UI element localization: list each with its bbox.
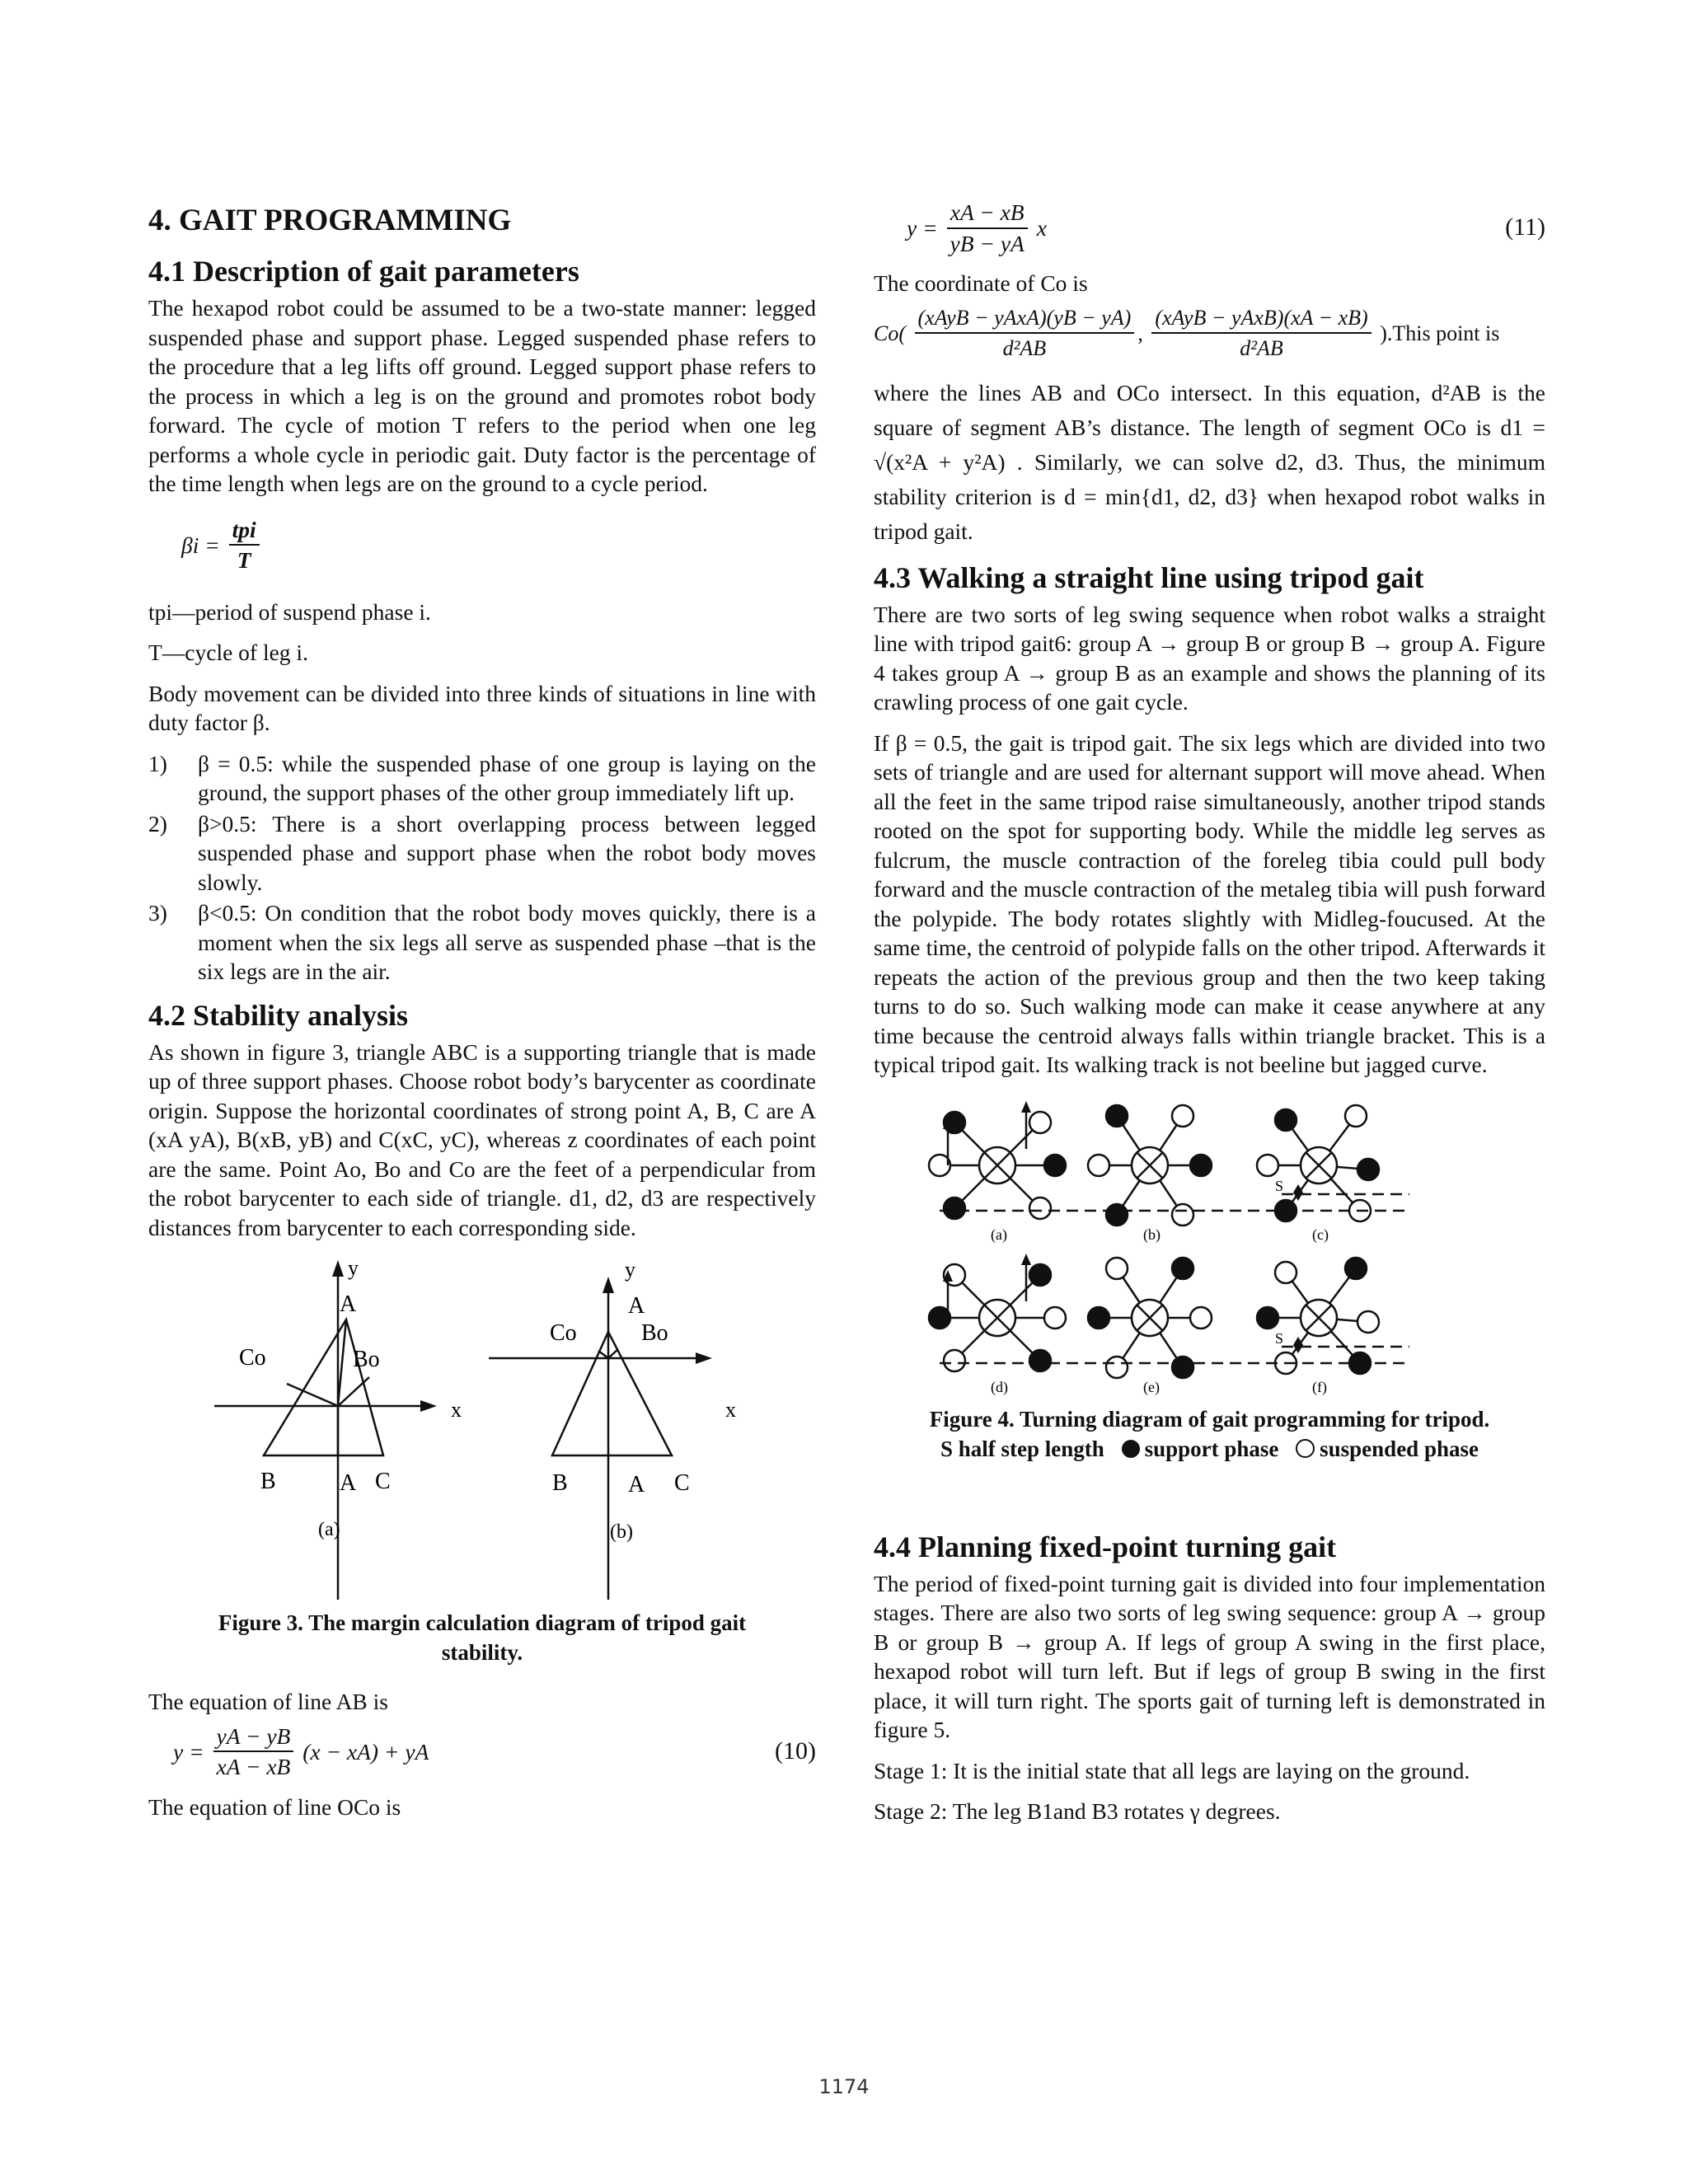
support-foot bbox=[1275, 1109, 1296, 1131]
perp-co-a bbox=[287, 1384, 338, 1406]
paragraph-coordinate-co: The coordinate of Co is bbox=[874, 270, 1088, 296]
label-Co-b: Co bbox=[550, 1320, 577, 1346]
half-step-label: S bbox=[1275, 1177, 1284, 1194]
case-item bbox=[148, 809, 816, 898]
support-foot bbox=[1172, 1357, 1193, 1378]
page-number: 1174 bbox=[818, 2075, 870, 2098]
suspended-foot bbox=[1172, 1204, 1193, 1226]
paragraph-tripod-gait: If β = 0.5, the gait is tripod gait. The six legs which are divided into two sets of triangle and are used for alternant support will move ahead. When all the feet in the same tripod raise simultaneously, another tripod stands rooted on the spot for supporting body. While the middle leg serves as fulcrum, the muscle contraction of the foreleg tibia could pull body forward and the muscle contraction of the metaleg tibia will push forward the polypide. The body rotates slightly with Midleg-foucused. At the same time, the centroid of polypide falls on the other tripod. Afterwards it repeats the action of the previous group and then the two keep taking turns to do so. Such walking mode can make it cease anywhere at any time because the centroid always falls within triangle bracket. This is a typical tripod gait. Its walking track is not beeline but jagged curve. bbox=[874, 729, 1545, 1077]
paragraph-stability: As shown in figure 3, triangle ABC is a supporting triangle that is made up of three support phases. Choose robot body’s barycenter as coordinate origin. Suppose the horizontal coordinates of strong point A, B, C are A (xA yA), B(xB, yB) and C(xC, yC), whereas z coordinates of each point are the same. Point Ao, Bo and Co are the feet of a perpendicular from the robot barycenter to each side of triangle. d1, d2, d3 are respectively distances from barycenter to each corresponding side. bbox=[148, 1038, 816, 1240]
label-B-b: B bbox=[552, 1470, 568, 1496]
subfigure-label: (f) bbox=[1312, 1378, 1327, 1395]
x-arrow-b bbox=[696, 1352, 712, 1364]
suspended-foot bbox=[1044, 1307, 1066, 1329]
case-number: 1) bbox=[148, 750, 167, 776]
equation-11 bbox=[874, 198, 1545, 264]
arrow-head bbox=[1021, 1101, 1031, 1113]
support-foot bbox=[1106, 1105, 1128, 1127]
subfigure-label: (a) bbox=[991, 1226, 1007, 1243]
suspended-phase-icon bbox=[1296, 1439, 1315, 1458]
paragraph-body-movement: Body movement can be divided into three kinds of situations in line with duty factor β. bbox=[148, 680, 816, 735]
co-eq-numerator-2: (xAyB − yAxB)(xA − xB) bbox=[1151, 303, 1371, 335]
subsection-heading-4-2: 4.2 Stability analysis bbox=[148, 998, 409, 1032]
case-number: 3) bbox=[148, 900, 167, 926]
equation-number-10: (10) bbox=[775, 1736, 816, 1765]
duty-factor-cases bbox=[148, 749, 816, 987]
case-text: β>0.5: There is a short overlapping process between legged suspended phase and support phase when the robot body moves slowly. bbox=[198, 810, 816, 895]
label-subfig-b: (b) bbox=[610, 1521, 633, 1543]
support-foot bbox=[1257, 1307, 1278, 1329]
suspended-foot bbox=[1345, 1105, 1367, 1127]
label-B-a: B bbox=[260, 1469, 276, 1494]
left-column bbox=[148, 191, 816, 1833]
suspended-foot bbox=[1190, 1307, 1212, 1329]
paragraph-stage-1: Stage 1: It is the initial state that all legs are laying on the ground. bbox=[874, 1757, 1470, 1783]
triangle-abc-a bbox=[264, 1319, 383, 1455]
subsection-heading-4-1: 4.1 Description of gait parameters bbox=[148, 255, 579, 288]
co-eq-prefix: Co( bbox=[874, 321, 906, 345]
equation-10 bbox=[148, 1722, 816, 1788]
support-foot bbox=[1357, 1159, 1379, 1180]
figure-4-caption-line2 bbox=[874, 1434, 1545, 1464]
label-Bo-b: Bo bbox=[641, 1320, 668, 1346]
label-A-top-b: A bbox=[628, 1293, 645, 1319]
co-eq-denominator-2: d²AB bbox=[1240, 336, 1283, 360]
beta-denominator: T bbox=[237, 547, 251, 573]
label-C-a: C bbox=[375, 1469, 391, 1494]
half-step-label: S bbox=[1275, 1329, 1284, 1347]
label-A-top-a: A bbox=[340, 1291, 357, 1317]
suspended-foot bbox=[1088, 1155, 1109, 1176]
suspended-foot bbox=[1106, 1258, 1128, 1279]
co-eq-suffix: ).This point is bbox=[1380, 321, 1500, 345]
perp-bo-a bbox=[338, 1377, 369, 1406]
eq11-numerator: xA − xB bbox=[947, 198, 1028, 229]
definition-tpi: tpi—period of suspend phase i. bbox=[148, 598, 431, 625]
support-foot bbox=[1044, 1155, 1066, 1176]
paragraph-stage-2: Stage 2: The leg B1and B3 rotates γ degrees. bbox=[874, 1798, 1281, 1824]
beta-equation bbox=[148, 515, 816, 589]
label-y-b: y bbox=[625, 1258, 635, 1282]
y-arrow-a bbox=[332, 1260, 344, 1277]
label-x-b: x bbox=[725, 1398, 736, 1422]
support-foot bbox=[1029, 1264, 1051, 1286]
caption-half-step: S half step length bbox=[940, 1436, 1104, 1461]
support-phase-icon bbox=[1122, 1440, 1140, 1458]
subfigure-label: (e) bbox=[1143, 1378, 1160, 1395]
eq10-numerator: yA − yB bbox=[213, 1722, 294, 1753]
suspended-foot bbox=[1029, 1197, 1051, 1219]
beta-lhs: βi = bbox=[181, 532, 220, 558]
caption-suspended-phase: suspended phase bbox=[1320, 1436, 1479, 1461]
co-eq-fraction-2 bbox=[1151, 303, 1371, 363]
support-foot bbox=[944, 1197, 965, 1219]
support-foot bbox=[1029, 1350, 1051, 1371]
figure-4 bbox=[874, 1091, 1545, 1396]
label-C-b: C bbox=[674, 1470, 690, 1496]
co-eq-denominator-1: d²AB bbox=[1002, 336, 1047, 360]
paragraph-line-ab: The equation of line AB is bbox=[148, 1689, 388, 1714]
eq10-denominator: xA − xB bbox=[216, 1754, 291, 1779]
support-foot bbox=[1190, 1155, 1212, 1176]
beta-numerator: tpi bbox=[229, 515, 260, 546]
support-foot bbox=[1088, 1307, 1109, 1329]
y-arrow-b bbox=[603, 1277, 614, 1293]
co-eq-fraction-1 bbox=[915, 303, 1135, 363]
subsection-heading-4-4: 4.4 Planning fixed-point turning gait bbox=[874, 1530, 1337, 1563]
eq11-rhs: x bbox=[1036, 214, 1047, 241]
label-A-bottom-a: A bbox=[340, 1470, 357, 1496]
suspended-foot bbox=[1257, 1155, 1278, 1176]
suspended-foot bbox=[1172, 1105, 1193, 1127]
support-foot bbox=[1345, 1258, 1367, 1279]
eq11-fraction bbox=[947, 198, 1028, 258]
suspended-foot bbox=[944, 1350, 965, 1371]
label-y-a: y bbox=[348, 1256, 359, 1280]
beta-fraction bbox=[229, 515, 260, 575]
eq10-fraction bbox=[213, 1722, 294, 1782]
paragraph-intersection: where the lines AB and OCo intersect. In this equation, d²AB is the square of segment AB’s distance. The length of segment OCo is d1 = √(x²A + y²A) . Similarly, we can solve d2, d3. Thus, the minimum stability criterion is d = min{d1, d2, d3} when hexapod robot walks in tripod gait. bbox=[874, 379, 1545, 544]
suspended-foot bbox=[1029, 1112, 1051, 1133]
definition-T: T—cycle of leg i. bbox=[148, 640, 308, 665]
support-foot bbox=[1106, 1204, 1128, 1226]
eq10-lhs: y = bbox=[173, 1738, 204, 1765]
perp-bo-b bbox=[608, 1349, 618, 1358]
co-coordinate-equation: Co( $\frac{\text{(xAyB − yAxA)(yB − yA)}}{\text{d²AB}}$ , $\frac{\text{(xAyB − yAxB)(xA − xB)}}{\text{d²AB}}$ ).This point is bbox=[874, 303, 1545, 371]
subfigure-a bbox=[214, 1270, 433, 1600]
suspended-foot bbox=[1106, 1357, 1128, 1378]
eq10-rhs: (x − xA) + yA bbox=[302, 1738, 429, 1765]
case-item bbox=[148, 749, 816, 808]
label-A-bottom-b: A bbox=[628, 1472, 645, 1497]
subfigure-label: (c) bbox=[1312, 1226, 1329, 1243]
suspended-foot bbox=[1275, 1262, 1296, 1283]
paragraph-swing-sequence: There are two sorts of leg swing sequence when robot walks a straight line with tripod gait6: group A → group B or group B → group A. Figure 4 takes group A → group B as an example and shows the planning of its crawling process of one gait cycle. bbox=[874, 601, 1545, 715]
eq11-lhs: y = bbox=[907, 214, 938, 241]
paragraph-gait-parameters: The hexapod robot could be assumed to be a two-state manner: legged suspended phase and support phase. Legged suspended phase refers to the procedure that a leg lifts off ground. Legged support phase refers to the process in which a leg is on the ground and promotes robot body forward. The cycle of motion T refers to the period when one leg performs a whole cycle in periodic gait. Duty factor is the percentage of the time length when legs are on the ground to a cycle period. bbox=[148, 295, 816, 496]
equation-number-11: (11) bbox=[1505, 213, 1545, 241]
subfigure-b bbox=[489, 1286, 709, 1600]
caption-support-phase: support phase bbox=[1144, 1436, 1279, 1461]
figure-3-diagram bbox=[148, 1254, 816, 1600]
subfigure-label: (d) bbox=[991, 1378, 1008, 1395]
label-subfig-a: (a) bbox=[318, 1519, 340, 1540]
perp-co-b bbox=[598, 1351, 608, 1358]
co-eq-numerator-1: (xAyB − yAxA)(yB − yA) bbox=[915, 303, 1135, 335]
figure-4-caption-line1: Figure 4. Turning diagram of gait programming for tripod. bbox=[929, 1406, 1490, 1432]
paragraph-fixed-point-turning: The period of fixed-point turning gait is divided into four implementation stages. There are also two sorts of leg swing sequence: group A → group B or group B → group A. If legs of group A swing in the first place, hexapod robot will turn left. But if legs of group B swing in the first place, it will turn right. The sports gait of turning left is demonstrated in figure 5. bbox=[874, 1570, 1545, 1742]
case-text: β<0.5: On condition that the robot body moves quickly, there is a moment when the six legs all serve as suspended phase –that is the six legs are in the air. bbox=[198, 900, 816, 984]
section-heading-gait-programming: 4. GAIT PROGRAMMING bbox=[148, 204, 512, 237]
right-column bbox=[874, 198, 1545, 1838]
case-item bbox=[148, 898, 816, 987]
arrow-head bbox=[1021, 1254, 1031, 1265]
support-foot bbox=[1172, 1258, 1193, 1279]
label-Co-a: Co bbox=[239, 1345, 266, 1371]
suspended-foot bbox=[1357, 1311, 1379, 1333]
figure-3 bbox=[148, 1254, 816, 1600]
case-text: β = 0.5: while the suspended phase of one group is laying on the ground, the support phases of the other group immediately lift up. bbox=[198, 750, 816, 805]
subfigure-label: (b) bbox=[1143, 1226, 1160, 1243]
x-arrow-a bbox=[420, 1400, 437, 1412]
paragraph-line-oco: The equation of line OCo is bbox=[148, 1793, 401, 1820]
label-x-a: x bbox=[451, 1398, 462, 1422]
figure-3-caption: Figure 3. The margin calculation diagram of tripod gait stability. bbox=[218, 1610, 747, 1665]
subsection-heading-4-3: 4.3 Walking a straight line using tripod gait bbox=[874, 560, 1424, 594]
eq11-denominator: yB − yA bbox=[950, 230, 1025, 256]
label-Bo-a: Bo bbox=[353, 1347, 380, 1372]
figure-4-diagram bbox=[874, 1091, 1545, 1396]
triangle-abc-b bbox=[552, 1332, 672, 1455]
case-number: 2) bbox=[148, 810, 167, 837]
